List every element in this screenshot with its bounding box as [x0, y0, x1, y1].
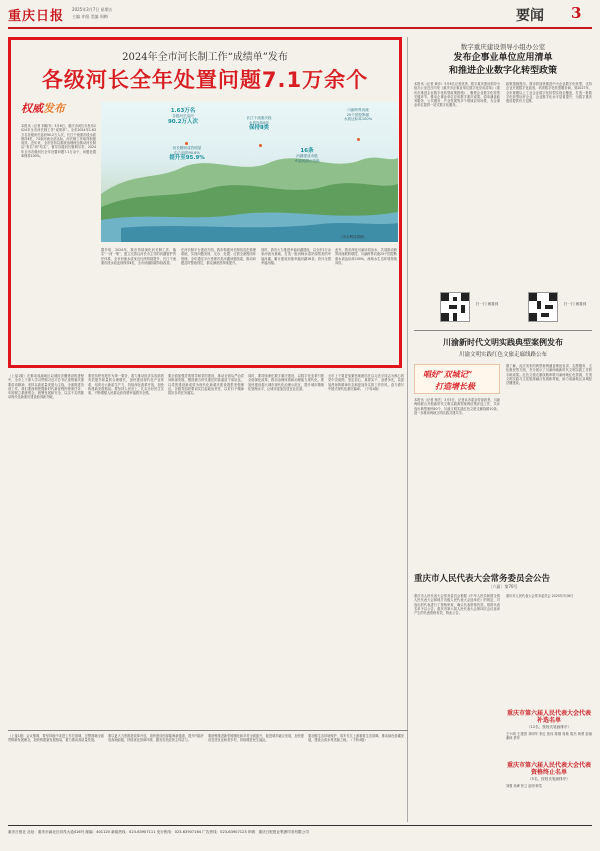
qr-code-icon[interactable]	[440, 292, 470, 322]
stat-happy-rivers: 16条 河湖建成市级 幸福河湖示范段	[294, 148, 320, 163]
continued-column: 同时，要持续深化数字重庆建设，以数字化变革引领全面深化改革，推动治理体系和治理能力现代化。要加快建设超大城市现代化治理示范区，提升城市精细化管理水平，让城市更加宜居宜业宜游。	[248, 374, 324, 391]
story-kicker: 数字重庆建设领导小组办公室	[460, 43, 546, 51]
column-banner	[414, 364, 500, 394]
announcement-number: 〔六届〕第70号	[488, 584, 518, 589]
story-body-column: 政策措施提出，我市将加快推进中小企业数字化转型，支持企业开展数字化改造，培育数字化转型服务商，到2027年，全市规模以上工业企业数字化转型实现全覆盖，打造一批数字化转型标杆企业，企业数字化水平显著提升，为数字重庆建设提供有力支撑。	[506, 82, 592, 104]
release-badge-part2: 发布	[43, 102, 65, 115]
qr-pattern	[441, 293, 469, 321]
bottom-column: （上接1版）会议强调，要坚持稳中求进工作总基调，完整准确全面贯彻新发展理念，加快构建新发展格局，着力推动高质量发展。	[8, 734, 104, 743]
story-headline-line: 发布企事业单位应用清单	[453, 53, 553, 63]
stat-river-chiefs: 1.63万名 各级河长巡河 90.2万人次	[167, 108, 199, 125]
stat-performance: 河长履职成效明显 由之前的90.6% 提升至95.9%	[169, 146, 205, 161]
lead-body-column: 本报讯（记者 刘翰书）3月6日，重庆市河长办发布2024年全市河长制工作“成绩单”。全市2024年1.63万名各级河长巡河90.2万人次，长江干流重庆段水质保持Ⅱ类，74条河流全部达标，河长制工作取得积极成效。近年来，全市坚持以系统治理理念推动河长制从“有名”到“有实”，督导各级河长履职尽责，2024年全市各级河长全年处置问题7.1万余个，问题处置率保持100%。	[21, 124, 96, 159]
lead-body-column: 同时，我市大力推进幸福河湖建设，以全市2万余条河流为基础，打造一批河畅水清岸绿景美的幸福河湖，累计建成市级幸福河湖16条，获评全国幸福河湖。	[261, 248, 331, 265]
lead-body-column: 据介绍，2024年，我市持续深化河长制工作，落实“一河一策”，建立完善以河长为主导的河湖管护责任体系，全市河流水质优良比例持续提升，长江干流重庆段水质连续保持Ⅱ类，全市河湖面貌持续改善。	[101, 248, 176, 265]
story-subheadline: 川渝文明实践红色文旅走廊线路公布	[458, 352, 547, 358]
announcement-headline[interactable]: 重庆市人民代表大会常务委员会公告	[414, 574, 551, 584]
footer-rule	[8, 825, 592, 826]
column-divider	[407, 37, 408, 822]
story-headline[interactable]: 川渝新时代文明实践典型案例发布	[443, 338, 563, 347]
qr-pattern	[529, 293, 557, 321]
masthead	[0, 0, 600, 30]
page-number: 3	[571, 4, 582, 22]
banner-line: 打造增长极	[435, 381, 475, 391]
continued-column: 要坚持把发展作为第一要务，着力推动经济实现质的有效提升和量的合理增长，加快建设现代化产业体系，培育壮大新质生产力，持续深化改革开放，加快构建新发展格局。要坚持人民至上，扎实办好民生实事，不断增强人民群众获得感幸福感安全感。	[88, 374, 164, 396]
release-badge-part1: 权威	[21, 102, 43, 115]
qr-caption: 扫一扫 就看到	[475, 302, 499, 306]
stat-yangtze-quality: 长江干流重庆段 水质连续8年 保持Ⅱ类	[246, 116, 272, 131]
marker-icon	[259, 144, 262, 147]
lead-story[interactable]	[8, 37, 402, 368]
continued-column: 全市上下要更加紧密地团结在以习近平同志为核心的党中央周围，坚定信心、真抓实干、奋勇争先，以更加昂扬的精神状态和更加务实的工作作风，奋力谱写中国式现代化重庆篇章。（下转4版）	[328, 374, 404, 391]
banner-line: 唱好“双城记”	[423, 369, 473, 379]
stat-cross-border: 川渝跨界河流 25个国控断面 水质达标率100%	[343, 108, 373, 121]
bottom-column: 要加强生态环境保护，筑牢长江上游重要生态屏障，推动绿色低碳发展，建设山清水秀美丽之地。（下转4版）	[308, 734, 404, 743]
name-list: 王小明 王建国 刘明华 李红 张伟 陈刚 周敏 胡杰 黄勇 彭丽 谢林 蔡军	[506, 732, 592, 741]
infographic	[101, 102, 398, 242]
name-list: 刘强 吴峰 张立 赵明 韩雪	[506, 784, 542, 788]
list-note: （5名，按姓氏笔画排序）	[528, 777, 570, 781]
continued-column: 要全面加强党的领导和党的建设，推动全面从严治党向纵深发展，锻造堪当时代重任的高素质干部队伍，以党的建设新成效为现代化新重庆建设提供坚强保证。各级党组织要切实扛起政治责任，以钉钉子精神抓好各项任务落实。	[168, 374, 244, 396]
list-title: 重庆市第六届人民代表大会代表补选名单	[506, 710, 591, 724]
bottom-column: 要以更大力度推进改革开放，加快建设西部陆海新通道，提升内陆开放高地能级，持续优化营商环境，激发各类经营主体活力。	[108, 734, 204, 743]
list-title: 重庆市第六届人民代表大会代表资格终止名单	[506, 762, 591, 776]
release-badge	[21, 100, 65, 116]
newspaper-logo: 重庆日报	[8, 9, 65, 24]
announcement-body: 重庆市人民代表大会常务委员会 2025年3月6日	[506, 594, 574, 598]
issue-date: 2025年3月7日 星期五	[72, 7, 113, 12]
story-body-column: 据了解，此次发布的典型案例涵盖理论宣讲、志愿服务、文化惠民等方面，充分展示了川渝两地新时代文明实践工作的丰硕成果。红色文旅走廊线路串联川渝两地红色资源，打造文明实践与文化旅游融合发展新样板，助力成渝地区双城经济圈建设。	[506, 364, 592, 386]
bottom-column: 要统筹推进新型城镇化和乡村全面振兴，促进城乡融合发展，加快建设宜居宜业和美乡村，持续增进民生福祉。	[208, 734, 304, 743]
photo-credit: （市水利局供图）	[339, 235, 367, 239]
lead-body-column: 在河长制平台建设方面，我市构建河长制信息化管理系统，实现问题发现、交办、处置、反馈全流程闭环管理，全年通过平台受理各类河湖问题线索，推动问题及时整改到位，群众满意度持续提升。	[181, 248, 256, 265]
lead-body-column: 此外，我市深化川渝协同治水，共同推动跨界河流联防联控，川渝跨界河流25个国控断面水质达标率100%，流域水生态环境持续向好。	[335, 248, 397, 265]
qr-caption: 扫一扫 就看到	[563, 302, 587, 306]
list-note: （12名，按姓氏笔画排序）	[526, 725, 572, 729]
marker-icon	[185, 142, 188, 145]
section-divider	[8, 730, 408, 731]
footer-info: 重庆日报社 社址：重庆市渝北区同茂大道416号 邮编：401120 新闻热线：023-63907111 发行热线：023-63907164 广告热线：023-63907123 印刷：重庆日报报业集团印务有限公司	[8, 830, 309, 834]
lead-headline: 各级河长全年处置问题7.1万余个	[41, 68, 369, 92]
marker-icon	[357, 138, 360, 141]
qr-code-icon[interactable]	[528, 292, 558, 322]
announcement-body: 重庆市人民代表大会常务委员会根据《中华人民共和国全国人民代表大会和地方各级人民代表大会选举法》的规定，对选出的代表进行了资格审查，确认代表资格有效。现将代表名单予以公告。重庆市第六届人民代表大会第四次会议选举产生的代表资格有效，特此公告。	[414, 594, 500, 616]
continued-column: （上接1版）在推动成渝地区双城经济圈建设的进程中，全市上下深入学习贯彻习近平总书记视察重庆重要讲话精神，坚持以高质量发展为主线，全面推进各项工作。我们要深刻把握新时代新征程的使命任务，牢固树立系统观念，统筹发展和安全，以实干实绩推动现代化新重庆建设取得新突破。	[8, 374, 84, 400]
lead-kicker: 2024年全市河长制工作“成绩单”发布	[122, 52, 288, 63]
story-body-column: 本报讯（记者 杨艺）3月5日，记者从市委宣传部获悉，川渝两地联合开展新时代文明实践典型案例征集评选工作，共评选出典型案例40个，川渝文明实践红色文旅走廊线路10条，进一步推动两地文明实践共建共享。	[414, 398, 500, 415]
story-headline[interactable]	[414, 52, 592, 77]
section-name: 要闻	[516, 8, 544, 24]
story-headline-line: 和推进企业数字化转型政策	[448, 65, 557, 76]
story-divider	[414, 330, 592, 331]
story-body-column: 本报讯（记者 黄乔）3月6日记者获悉，数字重庆建设领导小组办公室近日印发《重庆市企事业单位数字化应用清单》《重庆市推进企业数字化转型政策措施》，聚焦企业数字化转型关键环节，推动企事业单位应用数字重庆成果。清单涵盖政务服务、公共服务、产业发展等多个领域应用场景，为企事业单位提供一站式数字化服务。	[414, 82, 500, 108]
editors-line: 主编 许阳 美编 周梅	[72, 14, 108, 19]
masthead-rule	[8, 27, 592, 29]
